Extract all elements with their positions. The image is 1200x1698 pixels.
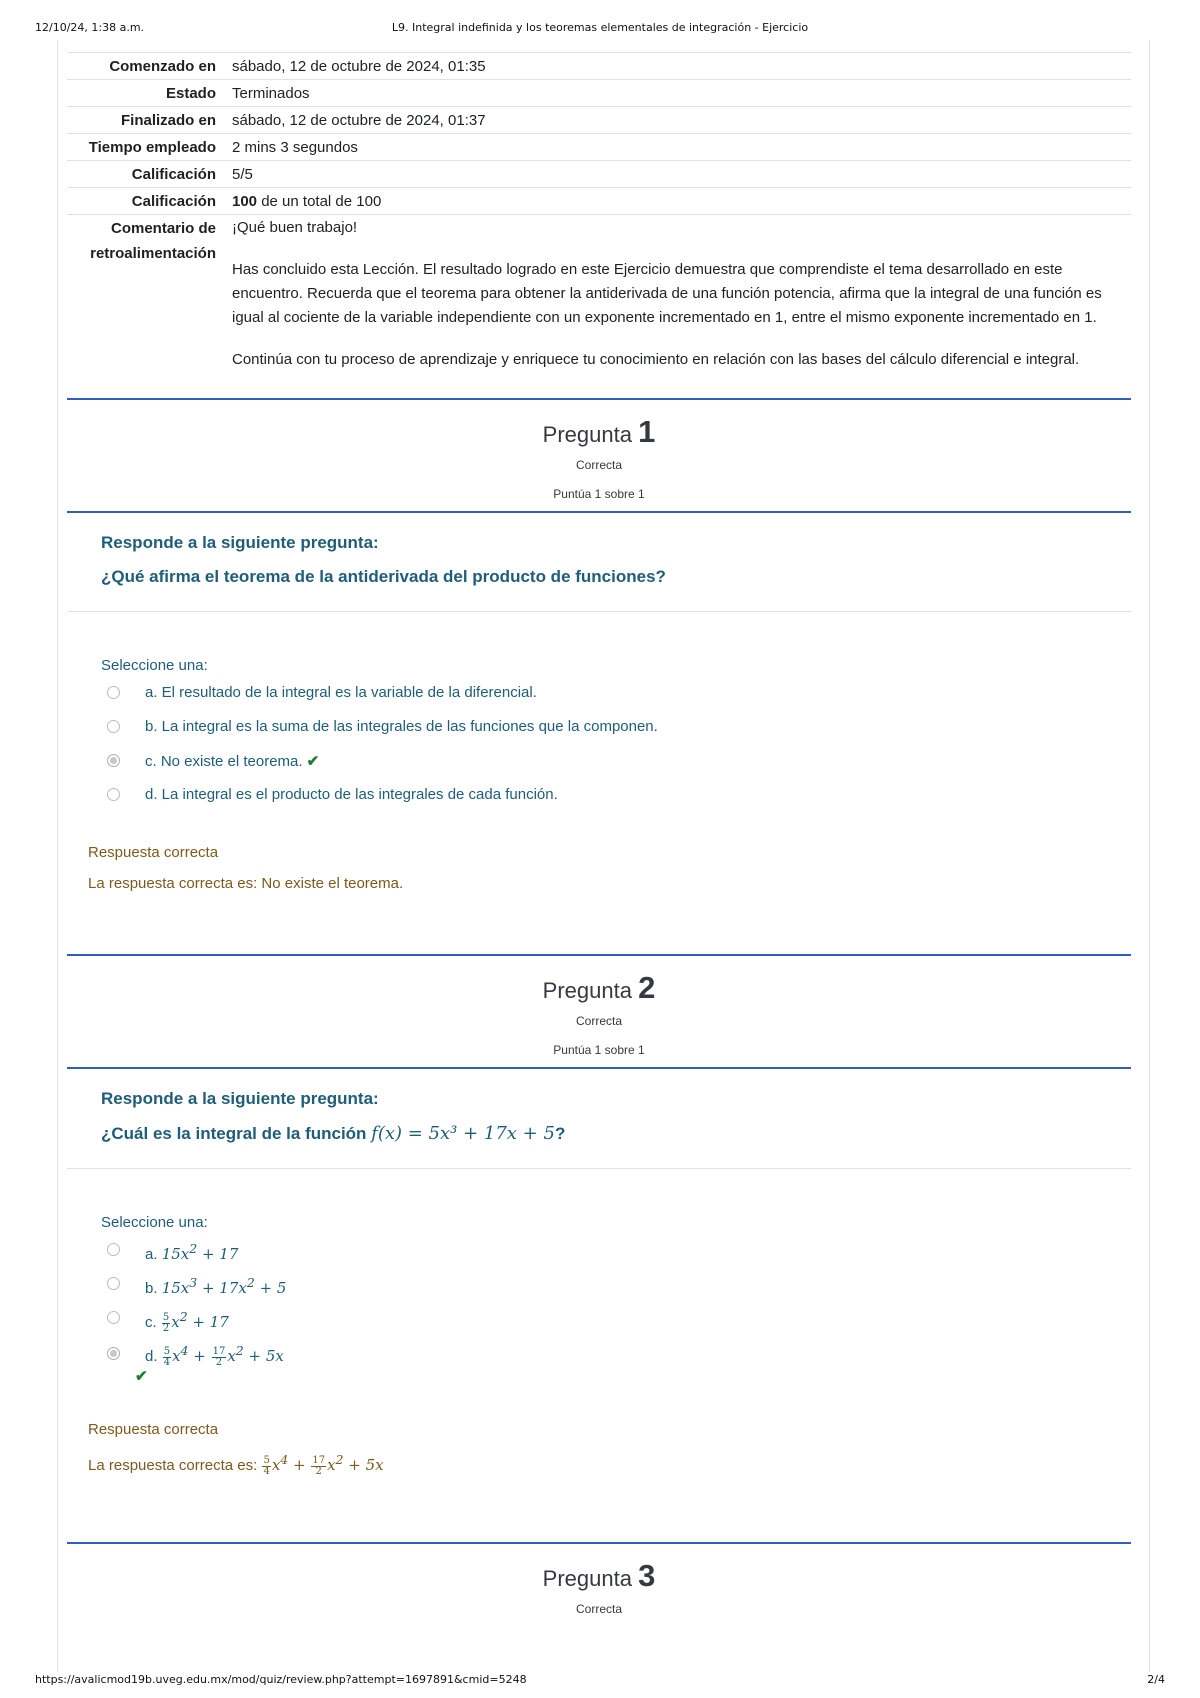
answer-prompt: Seleccione una: [101, 657, 208, 674]
feedback-paragraph: ¡Qué buen trabajo! [232, 219, 358, 236]
question-number: 3 [638, 1558, 656, 1593]
summary-value: sábado, 12 de octubre de 2024, 01:35 [232, 58, 486, 75]
answer-option-c[interactable] [67, 746, 1131, 780]
option-label: d. $\frac{5}{4}$ $x^4$ + $\frac{17}{2}$ $x^2 + 5x$ [145, 1343, 284, 1368]
answer-option-b[interactable] [67, 1269, 1131, 1303]
question-number: 1 [638, 414, 656, 449]
option-label: c. $\frac{5}{2}$ $x^2 + 17$ [145, 1309, 229, 1334]
print-url: https://avalicmod19b.uveg.edu.mx/mod/quiz/review.php?attempt=1697891&cmid=5248 [35, 1673, 527, 1686]
option-label: b. $15x^3 + 17x^2 + 5$ [145, 1275, 287, 1297]
summary-value: sábado, 12 de octubre de 2024, 01:37 [232, 112, 486, 129]
question-number: 2 [638, 970, 656, 1005]
summary-label: Calificación [131, 166, 216, 183]
question-title: Pregunta 3 [542, 1558, 656, 1593]
question-state: Correcta [575, 458, 622, 472]
question-grade: Puntúa 1 sobre 1 [553, 487, 645, 501]
divider [67, 611, 1131, 612]
question-text: ¿Qué afirma el teorema de la antiderivada del producto de funciones? [101, 567, 666, 586]
answer-options [67, 678, 1131, 814]
feedback-label-line-1: Comentario de [110, 220, 216, 237]
summary-label [67, 215, 216, 266]
summary-label: Calificación [131, 193, 216, 210]
radio-button[interactable] [107, 1311, 120, 1324]
correct-answer: La respuesta correcta es: No existe el teorema. [88, 875, 404, 892]
answer-prompt: Seleccione una: [101, 1214, 208, 1231]
summary-value [232, 188, 1131, 214]
summary-label: Tiempo empleado [88, 139, 216, 156]
grade-score: 100 [232, 193, 258, 210]
grade-total: de un total de 100 [257, 193, 382, 210]
summary-row-state [67, 79, 1131, 106]
check-icon: ✔ [135, 1368, 148, 1385]
question-intro: Responde a la siguiente pregunta: [101, 1089, 379, 1108]
print-datetime: 12/10/24, 1:38 a.m. [35, 21, 145, 34]
feedback-label-line-2: retroalimentación [90, 245, 216, 262]
answer-options [67, 1235, 1131, 1391]
question-title: Pregunta 2 [542, 970, 656, 1005]
radio-button[interactable] [107, 1277, 120, 1290]
radio-button-selected[interactable] [107, 1347, 120, 1360]
question-title: Pregunta 1 [542, 414, 656, 449]
question-grade: Puntúa 1 sobre 1 [553, 1043, 645, 1057]
answer-option-a[interactable] [67, 678, 1131, 712]
attempt-summary-table [67, 52, 1131, 372]
radio-button-selected[interactable] [107, 754, 120, 767]
feedback-paragraph: Continúa con tu proceso de aprendizaje y enriquece tu conocimiento en relación con las bases del cálculo diferencial e integral. [232, 351, 1080, 368]
radio-button[interactable] [107, 720, 120, 733]
summary-value: 5/5 [232, 166, 253, 183]
quiz-review-page [57, 40, 1150, 1672]
option-label: b. La integral es la suma de las integrales de las funciones que la componen. [145, 718, 658, 735]
summary-row-time [67, 133, 1131, 160]
question-3-info [67, 1542, 1131, 1634]
answer-option-c[interactable] [67, 1303, 1131, 1337]
question-1-content [67, 511, 1131, 892]
question-2-info [67, 954, 1131, 1068]
summary-row-finished [67, 106, 1131, 133]
summary-value: 2 mins 3 segundos [232, 139, 358, 156]
summary-row-marks [67, 160, 1131, 187]
summary-value: Terminados [232, 85, 310, 102]
answer-option-d[interactable] [67, 1337, 1131, 1373]
radio-button[interactable] [107, 686, 120, 699]
print-page-number: 2/4 [1147, 1673, 1165, 1686]
question-1-info [67, 398, 1131, 512]
summary-row-grade [67, 187, 1131, 214]
summary-label: Finalizado en [120, 112, 216, 129]
question-2-content [67, 1067, 1131, 1477]
answer-option-b[interactable] [67, 712, 1131, 746]
feedback-paragraph: Has concluido esta Lección. El resultado logrado en este Ejercicio demuestra que comprendiste el tema desarrollado en este encuentro. Recuerda que el teorema para obtener la antiderivada de una función potencia, afirma que la integral de una función es igual al cociente de la variable independiente con un exponente incrementado en 1, entre el mismo exponente incrementado en 1. [232, 261, 1102, 326]
option-label: a. $15x^2 + 17$ [145, 1241, 239, 1263]
divider [67, 1168, 1131, 1169]
check-icon: ✔ [306, 753, 320, 770]
answer-option-d[interactable] [67, 780, 1131, 814]
option-label: c. No existe el teorema. [145, 753, 303, 770]
feedback-state: Respuesta correcta [88, 844, 219, 861]
summary-label: Estado [165, 85, 216, 102]
option-label: a. El resultado de la integral es la variable de la diferencial. [145, 684, 537, 701]
print-title: L9. Integral indefinida y los teoremas elementales de integración - Ejercicio [391, 21, 809, 34]
question-state: Correcta [575, 1602, 622, 1616]
summary-label: Comenzado en [109, 58, 216, 75]
question-text: ¿Cuál es la integral de la función f(x) = 5x³ + 17x + 5? [101, 1123, 566, 1144]
summary-row-feedback [67, 214, 1131, 372]
function-formula: f(x) = 5x³ + 17x + 5 [371, 1123, 555, 1144]
feedback-state: Respuesta correcta [88, 1421, 219, 1438]
question-intro: Responde a la siguiente pregunta: [101, 533, 379, 552]
answer-option-a[interactable] [67, 1235, 1131, 1269]
correct-answer: La respuesta correcta es: $\frac{5}{4}$ $x^4$ + $\frac{17}{2}$ $x^2 + 5x$ [88, 1452, 384, 1477]
summary-row-started [67, 52, 1131, 79]
overall-feedback [232, 215, 1131, 372]
radio-button[interactable] [107, 788, 120, 801]
radio-button[interactable] [107, 1243, 120, 1256]
question-state: Correcta [575, 1014, 622, 1028]
option-label: d. La integral es el producto de las integrales de cada función. [145, 786, 558, 803]
